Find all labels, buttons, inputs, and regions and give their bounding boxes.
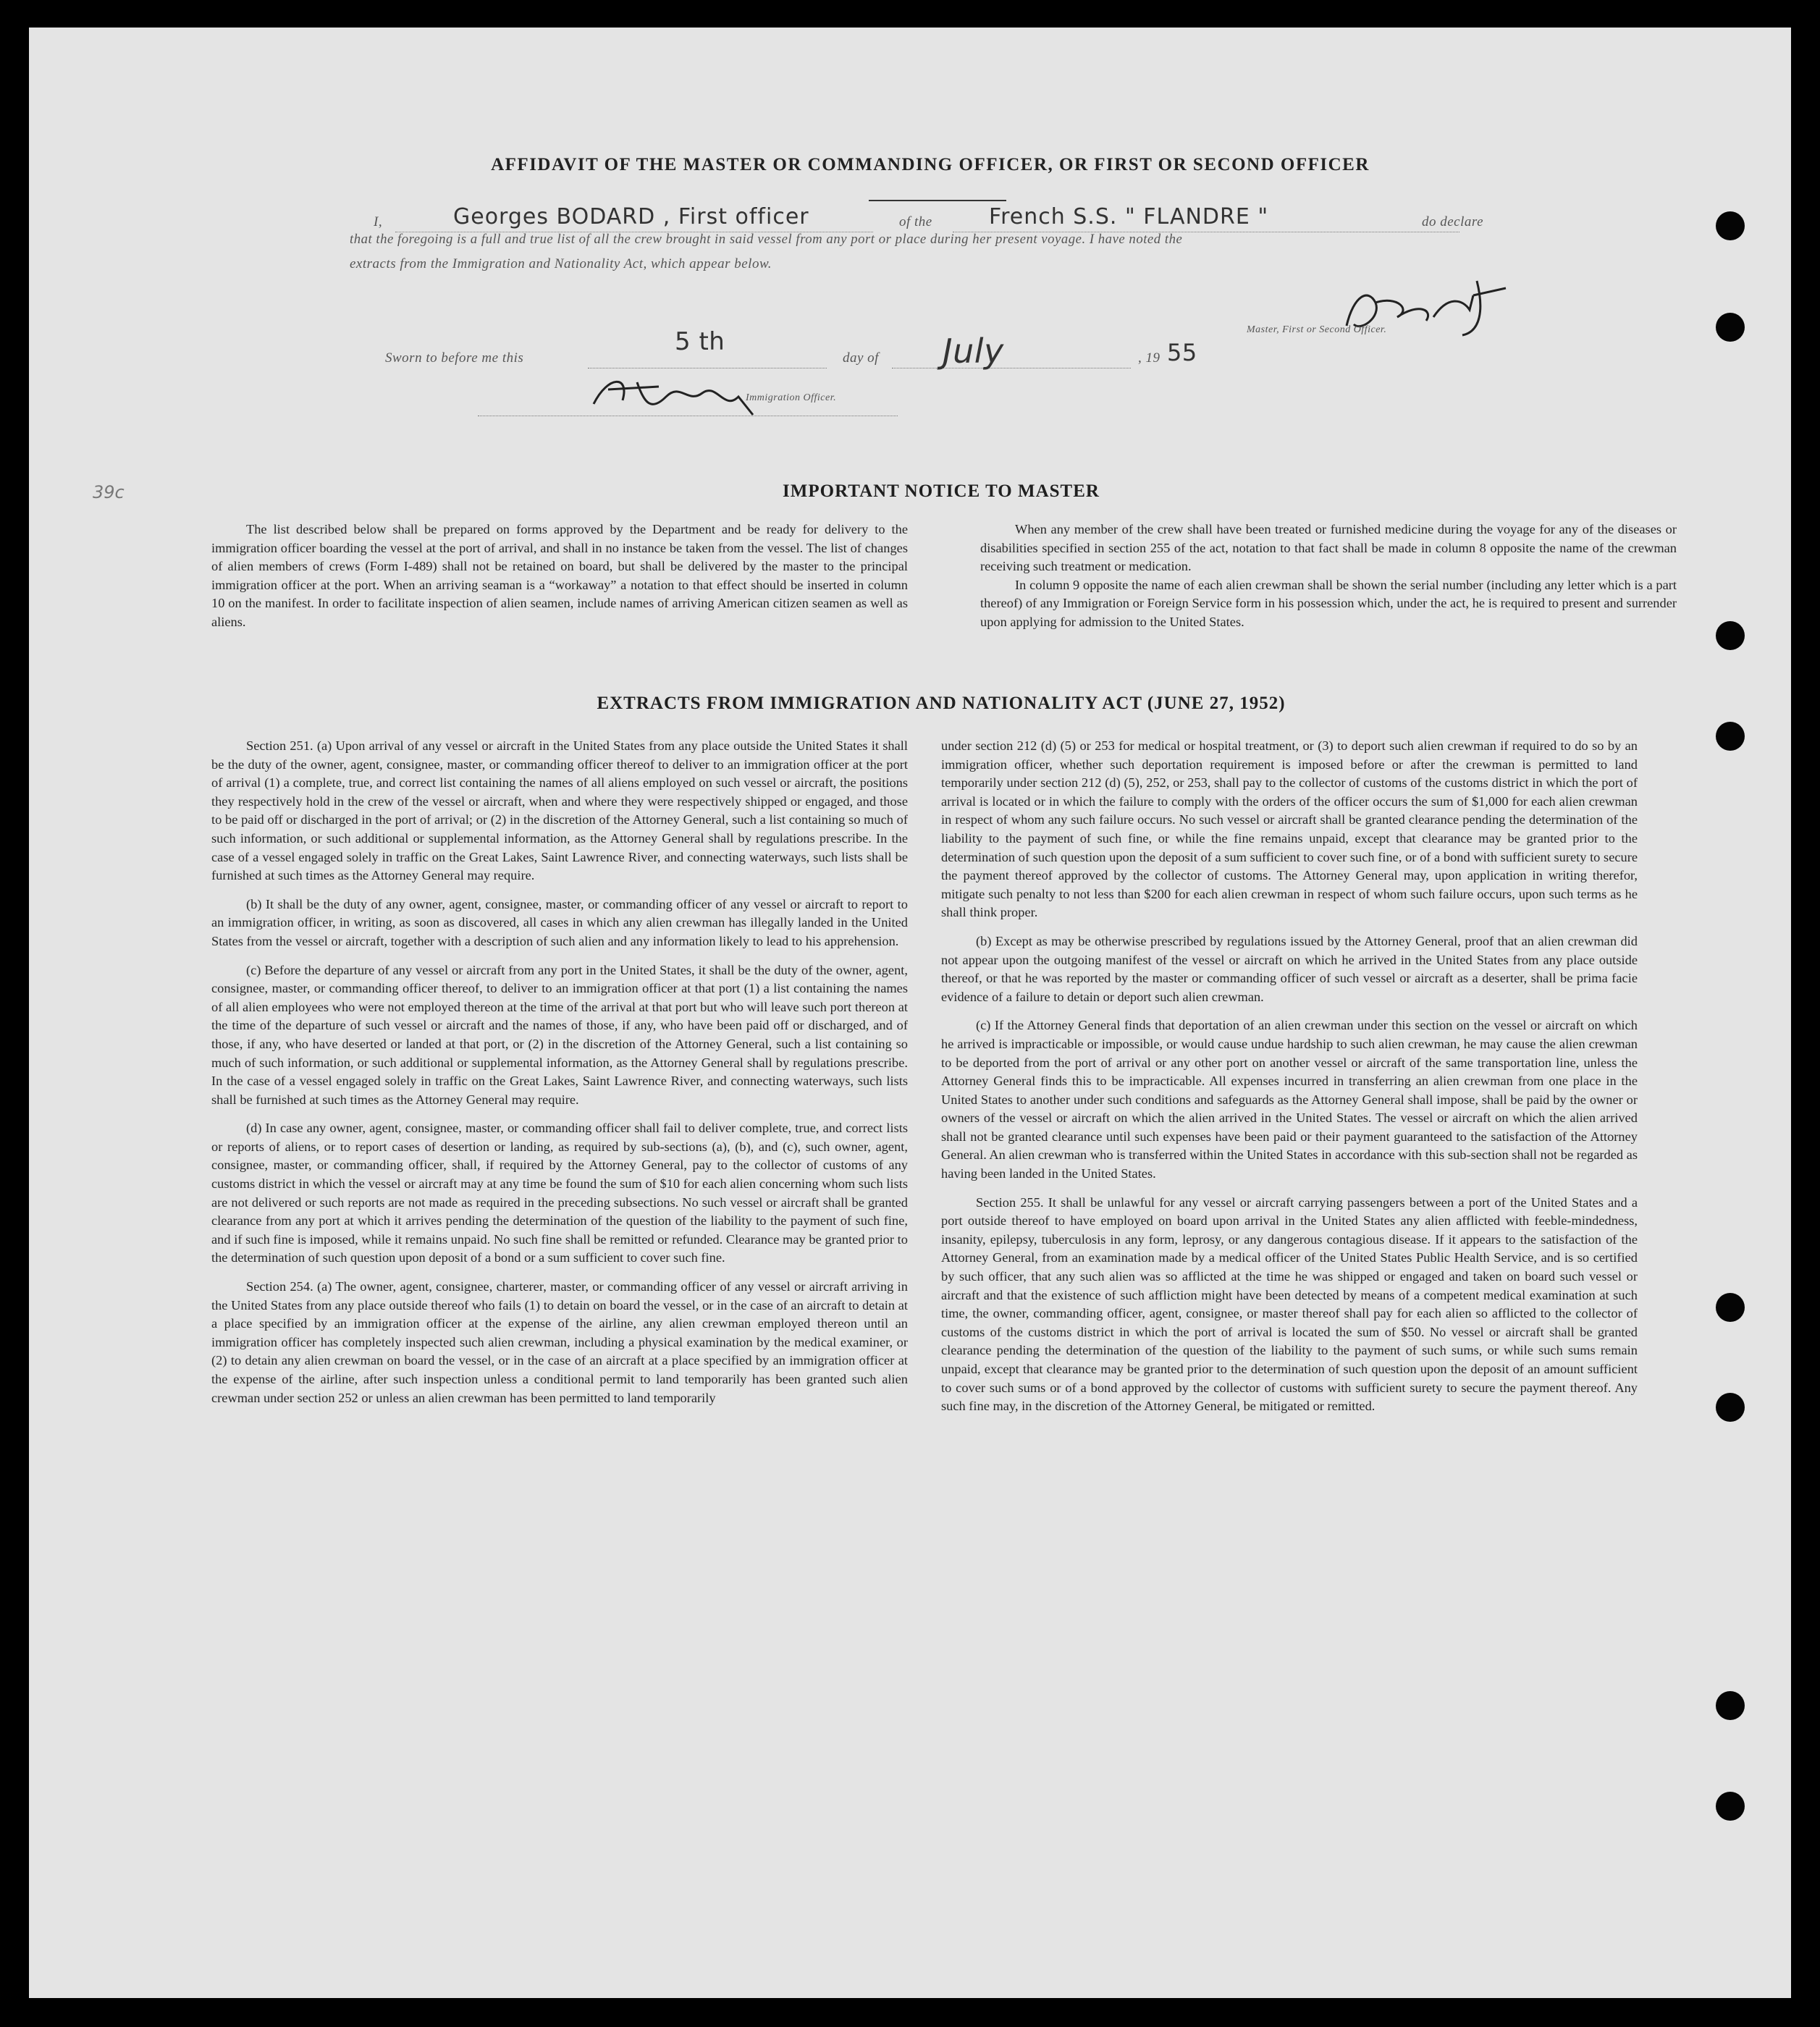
vessel-handwritten: French S.S. " FLANDRE " [989,204,1269,229]
notice-left-column [211,521,908,632]
name-handwritten: Georges BODARD , First officer [453,204,809,229]
binder-hole [1716,621,1745,650]
month-handwritten: July [943,332,1004,371]
notice-left-paragraph: The list described below shall be prepared on forms approved by the Department and be ready for delivery to the immigration officer boarding the vessel at the port of arrival, and shall in no instance be taken from the vessel. The list of changes of alien members of crews (Form I-489) shall not be retained on board, but shall be delivered by the master to the principal immigration officer at the port. When an arriving seaman is a “workaway” a notation to that effect should be inserted in column 10 on the manifest. In order to facilitate inspection of alien seamen, include names of arriving American citizen seamen as well as aliens. [211,522,908,629]
officer-caption: Master, First or Second Officer. [1247,324,1387,335]
section-251-c: (c) Before the departure of any vessel or aircraft from any port in the United States, it shall be the duty of the owner, agent, consignee, master, or commanding officer thereof, to deliver to an immigration officer at that port (1) a list containing the names of all alien employees who were not employed thereon at the time of the arrival at that port but who will leave such port thereon at the time of the departure of such vessel or aircraft and the names of those, if any, who have been paid off or discharged, and of those, if any, who have deserted or landed at that port, or (2) in the discretion of the Attorney General, such a list containing so much of such information, or such additional or supplemental information, as the Attorney General shall by regulations prescribe. In the case of a vessel engaged solely in traffic on the Great Lakes, Saint Lawrence River, and connecting waterways, such lists shall be furnished at such times as the Attorney General may require. [211,962,908,1107]
extracts-left-column [211,737,908,1417]
binder-hole [1716,1792,1745,1821]
section-251-a: Section 251. (a) Upon arrival of any vessel or aircraft in the United States from any place outside the United States it shall be the duty of the owner, agent, consignee, master, or commanding officer thereof to deliver to an immigration officer at the port of arrival (1) a complete, true, and correct list containing the names of all aliens employed on such vessel or aircraft, the positions they respectively hold in the crew of the vessel or aircraft, when and where they were respectively shipped or engaged, and those to be paid off or discharged in the port of arrival; or (2) in the discretion of the Attorney General, such a list containing so much of such information, or such additional or supplemental information, as the Attorney General shall by regulations prescribe. In the case of a vessel engaged solely in traffic on the Great Lakes, Saint Lawrence River, and connecting waterways, such lists shall be furnished at such times as the Attorney General may require. [211,738,908,883]
section-254-b: (b) Except as may be otherwise prescribed by regulations issued by the Attorney General, proof that an alien crewman did not appear upon the outgoing manifest of the vessel or aircraft on which he arrived in the United States from any place outside thereof, or that he was reported by the master or commanding officer of such vessel or aircraft as a deserter, shall be prima facie evidence of a failure to detain or deport such alien crewman. [941,933,1638,1004]
declaration-line-2: that the foregoing is a full and true list of all the crew brought in said vessel from any port or place during her present voyage. I have noted the [350,232,1183,247]
month-field [892,343,1131,368]
section-255: Section 255. It shall be unlawful for any vessel or aircraft carrying passengers between a port of the United States and a port outside thereof to have employed on board upon arrival in the United States any alien afflicted with feeble-mindedness, insanity, epilepsy, tuberculosis in any form, leprosy, or any dangerous contagious disease. If it appears to the satisfaction of the Attorney General, from an examination made by a medical officer of the United States Public Health Service, and is so certified by such officer, that any such alien was so afflicted at the time he was shipped or engaged and taken on board such vessel or aircraft and that the existence of such affliction might have been detected by means of a competent medical examination at such time, the owner, commanding officer, agent, consignee, or master thereof shall pay for each alien so afflicted to the collector of customs of the customs district in which the port of arrival is located the sum of $50. No vessel or aircraft shall be granted clearance pending the determination of the question of the liability to the payment of such sums, or while such sums remain unpaid, except that clearance may be granted prior to the determination of such question upon the deposit of an amount sufficient to cover such sums or of a bond approved by the collector of customs with sufficient surety to secure the payment thereof. Any such fine may, in the discretion of the Attorney General, be mitigated or remitted. [941,1194,1638,1414]
sworn-line [385,327,1254,379]
line1-prefix: I, [374,214,383,229]
year-prefix: , 19 [1138,350,1160,366]
extracts-right-column [941,737,1638,1426]
binder-hole [1716,211,1745,240]
day-of-label: day of [843,350,879,366]
declaration-line-3: extracts from the Immigration and Nationality Act, which appear below. [350,256,772,271]
do-declare-label: do declare [1422,214,1484,229]
immigration-caption: Immigration Officer. [746,392,837,403]
notice-right-column [980,521,1677,632]
document-page [29,28,1791,1998]
section-251-b: (b) It shall be the duty of any owner, agent, consignee, master, or commanding officer of any vessel or aircraft to report to an immigration officer, in writing, as soon as discovered, all cases in which any alien crewman has illegally landed in the United States from the vessel or aircraft, together with a description of such alien and any information likely to lead to his apprehension. [211,896,908,948]
margin-note: 39c [93,482,125,502]
sworn-prefix: Sworn to before me this [385,350,524,366]
year-handwritten: 55 [1167,339,1197,366]
section-251-d: (d) In case any owner, agent, consignee, master, or commanding officer shall fail to deliver complete, true, and correct lists or reports of aliens, or to report cases of desertion or landing, as required by sub-sections (a), (b), and (c), such owner, agent, consignee, master, or commanding officer, shall, if required by the Attorney General, pay to the collector of customs of any customs district in which the vessel or aircraft may at any time be found the sum of $10 for each alien concerning whom such lists are not delivered or such reports are not made as required in the preceding subsections. No such vessel or aircraft shall be granted clearance from any port at which it arrives pending the determination of the question of the liability to the payment of such fine, and if such fine is imposed, while it remains unpaid. No such fine shall be remitted or refunded. Clearance may be granted prior to the determination of such question upon deposit of a bond or a sum sufficient to cover such fine. [211,1121,908,1265]
notice-right-paragraph-1: When any member of the crew shall have been treated or furnished medicine during the voyage for any of the diseases or disabilities specified in section 255 of the act, notation to that fact shall be made in column 8 opposite the name of the crewman receiving such treatment or medication. [980,522,1677,574]
binder-hole [1716,722,1745,751]
binder-hole [1716,1293,1745,1322]
notice-heading: IMPORTANT NOTICE TO MASTER [783,481,1100,501]
section-254-a-continued: under section 212 (d) (5) or 253 for medical or hospital treatment, or (3) to deport such alien crewman if required to do so by an immigration officer, whether such deportation requirement is imposed before or after the crewman is permitted to land temporarily under section 212 (d) (5), 252, or 253, shall pay to the collector of customs of the customs district in which the port of arrival is located or in which the failure to comply with the orders of the officer occurs the sum of $1,000 for each alien crewman in respect of whom any such failure occurs. No such vessel or aircraft shall be granted clearance pending the determination of the liability to the payment of such fine, or while the fine remains unpaid, except that clearance may be granted prior to the determination of such question upon the deposit of a sum sufficient to cover such fine, or of a bond with sufficient surety to secure the payment thereof approved by the collector of customs. The Attorney General may, upon application in writing therefor, mitigate such penalty to not less than $200 for each alien crewman in respect of whom such failure occurs, upon such terms as he shall think proper. [941,738,1638,920]
section-254-a: Section 254. (a) The owner, agent, consignee, charterer, master, or commanding officer of any vessel or aircraft arriving in the United States from any place outside thereof who fails (1) to detain on board the vessel, or in the case of an aircraft to detain at a place specified by an immigration officer at the expense of the airline, any alien crewman employed thereon until an immigration officer has completely inspected such alien crewman, including a physical examination by the medical examiner, or (2) to detain any alien crewman on board the vessel, or in the case of an aircraft at a place specified by an immigration officer at the expense of the airline, after such inspection unless a conditional permit to land temporarily has been granted such alien crewman under section 252 or unless an alien crewman has been permitted to land temporarily [211,1279,908,1405]
section-254-c: (c) If the Attorney General finds that deportation of an alien crewman under this section on the vessel or aircraft on which he arrived is impracticable or impossible, or would cause undue hardship to such alien crewman, he may cause the alien crewman to be deported from the port of arrival or any other port on another vessel or aircraft of the same transportation line, unless the Attorney General finds this to be impracticable. All expenses incurred in transferring an alien crewman from one place in the United States to another under such conditions and safeguards as the Attorney General shall impose, shall be paid by the owner or owners of the vessel or aircraft on which the alien arrived in the United States. The vessel or aircraft on which the alien arrived shall not be granted clearance until such expenses have been paid or their payment guaranteed to the satisfaction of the Attorney General. An alien crewman who is transferred within the United States in accordance with this sub-section shall not be regarded as having been landed in the United States. [941,1018,1638,1181]
binder-hole [1716,1691,1745,1720]
notice-right-paragraph-2: In column 9 opposite the name of each alien crewman shall be shown the serial number (including any letter which is a part thereof) of any Immigration or Foreign Service form in his possession which, under the act, he is required to present and surrender upon applying for admission to the United States. [980,577,1677,629]
affidavit-title: AFFIDAVIT OF THE MASTER OR COMMANDING OFFICER, OR FIRST OR SECOND OFFICER [491,155,1370,174]
binder-hole [1716,1393,1745,1422]
day-handwritten: 5 th [675,327,725,356]
binder-hole [1716,313,1745,342]
extracts-heading: EXTRACTS FROM IMMIGRATION AND NATIONALITY ACT (JUNE 27, 1952) [597,694,1286,713]
title-divider [869,200,1006,201]
of-the-label: of the [899,214,932,229]
